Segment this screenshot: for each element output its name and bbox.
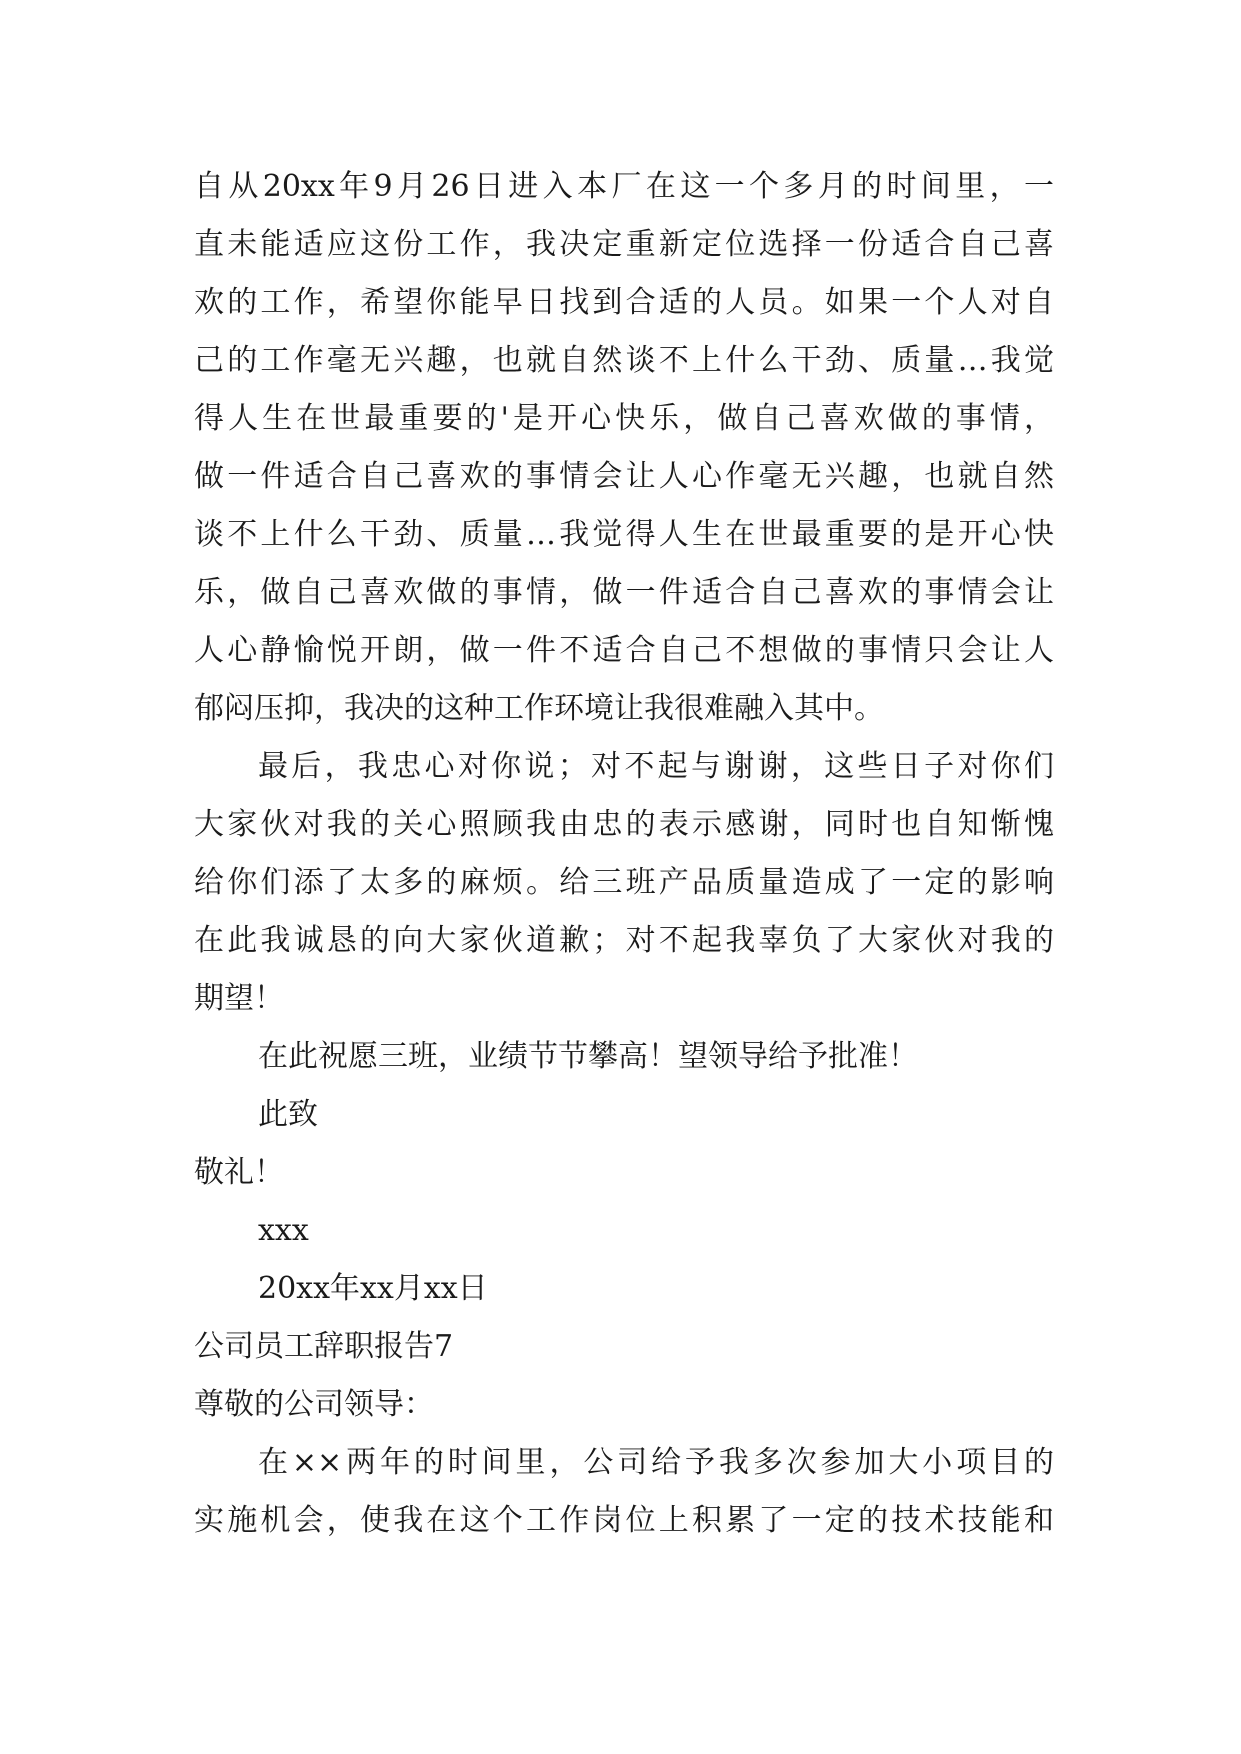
document-body [194, 158, 1054, 1550]
text-line: 郁闷压抑，我决的这种工作环境让我很难融入其中。 [194, 691, 884, 726]
text-line: 乐，做自己喜欢做的事情，做一件适合自己喜欢的事情会让 [194, 575, 1054, 610]
text-line: 自从20xx年9月26日进入本厂在这一个多月的时间里，一 [194, 169, 1054, 204]
greeting: 尊敬的公司领导： [194, 1387, 434, 1422]
text-line: 在××两年的时间里，公司给予我多次参加大小项目的 [258, 1445, 1054, 1480]
section-title: 公司员工辞职报告7 [194, 1329, 454, 1364]
text-line: 欢的工作，希望你能早日找到合适的人员。如果一个人对自 [194, 285, 1054, 320]
text-line: 大家伙对我的关心照顾我由忠的表示感谢，同时也自知惭愧 [194, 807, 1054, 842]
text-line: 最后，我忠心对你说；对不起与谢谢，这些日子对你们 [258, 749, 1054, 784]
text-line: 在此我诚恳的向大家伙道歉；对不起我辜负了大家伙对我的 [194, 923, 1054, 958]
text-line: 谈不上什么干劲、质量…我觉得人生在世最重要的是开心快 [194, 517, 1054, 552]
closing-regards: 敬礼！ [194, 1155, 284, 1190]
text-line: 得人生在世最重要的'是开心快乐，做自己喜欢做的事情， [194, 401, 1054, 436]
text-line: 人心静愉悦开朗，做一件不适合自己不想做的事情只会让人 [194, 633, 1054, 668]
text-line: 直未能适应这份工作，我决定重新定位选择一份适合自己喜 [194, 227, 1054, 262]
signature-date: 20xx年xx月xx日 [258, 1271, 488, 1306]
closing-salutation: 此致 [258, 1097, 318, 1132]
signature-name: xxx [258, 1213, 309, 1248]
text-line: 在此祝愿三班，业绩节节攀高！望领导给予批准！ [258, 1039, 918, 1074]
text-line: 实施机会，使我在这个工作岗位上积累了一定的技术技能和 [194, 1503, 1054, 1538]
text-line: 做一件适合自己喜欢的事情会让人心作毫无兴趣，也就自然 [194, 459, 1054, 494]
text-line: 期望！ [194, 981, 284, 1016]
text-line: 己的工作毫无兴趣，也就自然谈不上什么干劲、质量…我觉 [194, 343, 1054, 378]
text-line: 给你们添了太多的麻烦。给三班产品质量造成了一定的影响 [194, 865, 1054, 900]
